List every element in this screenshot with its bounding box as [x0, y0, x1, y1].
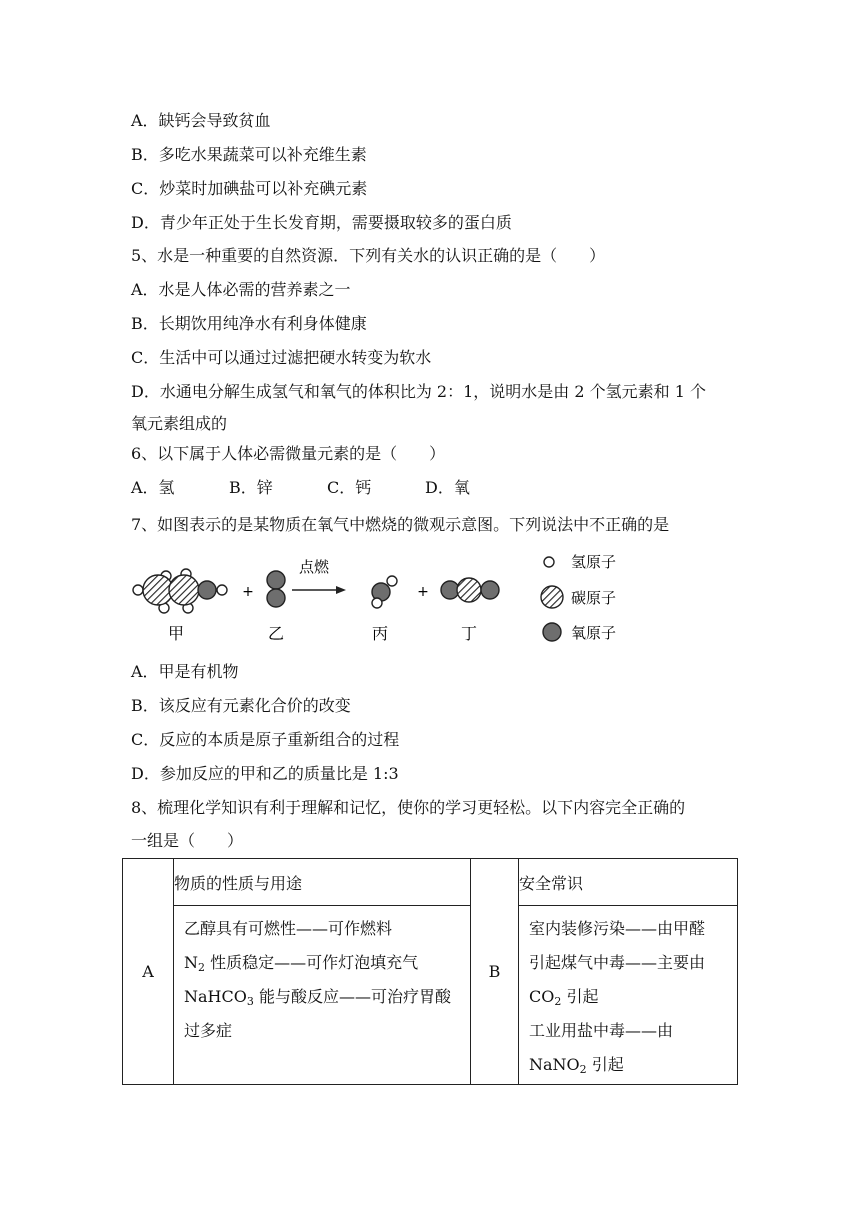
q4-option-c: C．炒菜时加碘盐可以补充碘元素: [131, 179, 368, 198]
q8-stem-line1: 8、梳理化学知识有利于理解和记忆，使你的学习更轻松。以下内容完全正确的: [131, 798, 686, 817]
q6-stem: 6、以下属于人体必需微量元素的是（ ）: [131, 444, 446, 463]
q4-option-d: D．青少年正处于生长发育期，需要摄取较多的蛋白质: [131, 213, 512, 232]
q5-option-d-cont: 氧元素组成的: [131, 414, 228, 433]
q6-options: [131, 478, 470, 498]
q4-option-b: B．多吃水果蔬菜可以补充维生素: [131, 145, 367, 164]
q7-option-a: A．甲是有机物: [131, 662, 239, 681]
q4-option-a: A．缺钙会导致贫血: [131, 111, 271, 130]
left-line-3: NaHCO$_3$ 能与酸反应——可治疗胃酸: [184, 987, 451, 1008]
left-line-1: 乙醇具有可燃性——可作燃料: [184, 919, 393, 938]
left-line-4: 过多症: [184, 1021, 233, 1040]
table-label-a: A: [123, 859, 174, 1085]
legend-oxygen: 氧原子: [571, 624, 617, 642]
q5-option-a: A．水是人体必需的营养素之一: [131, 280, 351, 299]
q7-option-b: B．该反应有元素化合价的改变: [131, 696, 351, 715]
carbon-atom-icon: [541, 586, 563, 608]
table-header-left: 物质的性质与用途: [174, 859, 471, 906]
label-jia: 甲: [167, 624, 185, 643]
label-ding: 丁: [460, 624, 478, 643]
plus-sign-1: +: [242, 584, 254, 600]
oxygen-atom-icon: [543, 623, 561, 641]
q8-stem-line2: 一组是（ ）: [131, 831, 244, 850]
table-cell-left: [174, 906, 471, 1085]
q6-option-c: C．钙: [327, 478, 372, 497]
table-header-right: 安全常识: [519, 859, 738, 906]
q5-option-b: B．长期饮用纯净水有利身体健康: [131, 314, 367, 333]
reaction-diagram: [128, 548, 648, 648]
reaction-arrow-icon: [292, 586, 346, 594]
legend-carbon: 碳原子: [571, 589, 617, 607]
molecule-jia: [133, 569, 227, 613]
q7-option-d: D．参加反应的甲和乙的质量比是 1:3: [131, 764, 399, 783]
table-cell-right: [519, 906, 738, 1085]
q5-stem: 5、水是一种重要的自然资源．下列有关水的认识正确的是（ ）: [131, 246, 606, 265]
hydrogen-atom-icon: [544, 557, 554, 567]
arrow-label: 点燃: [298, 558, 330, 576]
q7-option-c: C．反应的本质是原子重新组合的过程: [131, 730, 400, 749]
label-yi: 乙: [267, 624, 285, 643]
legend: [541, 553, 616, 642]
plus-sign-2: +: [417, 584, 429, 600]
q8-table: [122, 858, 738, 1085]
q5-option-d: D．水通电分解生成氢气和氧气的体积比为 2：1，说明水是由 2 个氢元素和 1 个: [131, 382, 706, 401]
q6-option-b: B．锌: [229, 478, 273, 497]
q6-option-d: D．氧: [425, 478, 470, 497]
right-line-1: 室内装修污染——由甲醛: [529, 919, 706, 938]
legend-hydrogen: 氢原子: [571, 553, 617, 571]
right-line-5: NaNO$_2$ 引起: [529, 1055, 624, 1076]
right-line-3: $CO_2$ 引起: [529, 987, 599, 1008]
right-line-2: 引起煤气中毒——主要由: [529, 953, 706, 972]
molecule-ding: [441, 578, 499, 602]
label-bing: 丙: [371, 624, 389, 643]
molecule-yi: [267, 571, 285, 607]
q7-stem: 7、如图表示的是某物质在氧气中燃烧的微观示意图。下列说法中不正确的是: [131, 515, 670, 534]
molecule-bing: [372, 576, 397, 608]
table-label-b: B: [471, 859, 519, 1085]
right-line-4: 工业用盐中毒——由: [529, 1021, 674, 1040]
q6-option-a: A．氢: [131, 478, 175, 497]
q5-option-c: C．生活中可以通过过滤把硬水转变为软水: [131, 348, 432, 367]
left-line-2: $N_2$ 性质稳定——可作灯泡填充气: [184, 953, 419, 974]
